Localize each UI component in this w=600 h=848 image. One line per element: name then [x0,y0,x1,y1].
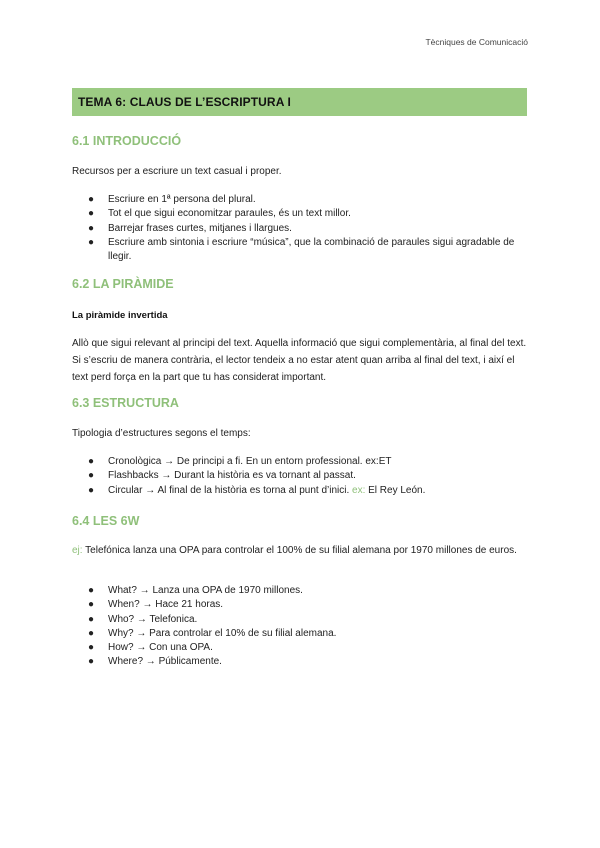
intro-bullet-list [88,193,518,264]
list-item: ● Barrejar frases curtes, mitjanes i llargues. [88,222,518,236]
list-item: ● How? → Con una OPA. [88,641,518,655]
bullet-icon: ● [88,208,95,220]
estructura-intro: Tipologia d’estructures segons el temps: [72,428,251,439]
6w-example-paragraph: ej: Telefónica lanza una OPA para controlar el 100% de su filial alemana por 1970 millones de euros. [72,545,517,556]
list-item: ● Cronològica → De principi a fi. En un entorn professional. ex:ET [88,455,518,469]
section-heading-6w: 6.4 LES 6W [72,514,140,528]
intro-paragraph: Recursos per a escriure un text casual i proper. [72,166,282,177]
bullet-icon: ● [88,484,95,496]
estructura-bullet-list [88,455,518,498]
piramide-paragraph: Allò que sigui relevant al principi del text. Aquella informació que sigui complementària, al final del text. Si s’escriu de manera contrària, el lector tendeix a no estar atent quan arriba al final del text, i així el text perd força en la part que tu has considerat important. [72,338,527,383]
list-item: ● Who? → Telefonica. [88,613,518,627]
list-item: ● Escriure amb sintonia i escriure “música”, que la combinació de paraules sigui agradable de llegir. [88,236,515,263]
list-item: ● Why? → Para controlar el 10% de su filial alemana. [88,627,518,641]
section-heading-introduccio: 6.1 INTRODUCCIÓ [72,134,182,148]
list-item: ● When? → Hace 21 horas. [88,598,518,612]
bullet-icon: ● [88,194,95,205]
list-item: ● Tot el que sigui economitzar paraules, és un text millor. [88,207,518,221]
bullet-icon: ● [88,456,95,467]
6w-bullet-list [88,584,518,670]
bullet-icon: ● [88,585,95,596]
list-item: ● Flashbacks → Durant la història es va tornant al passat. [88,469,518,483]
bullet-icon: ● [88,656,95,668]
chapter-title: TEMA 6: CLAUS DE L’ESCRIPTURA I [78,95,291,109]
running-header: Tècniques de Comunicació [425,37,528,47]
bullet-icon: ● [88,642,95,654]
bullet-icon: ● [88,222,95,234]
list-item: ● Escriure en 1ª persona del plural. [88,193,518,207]
bullet-icon: ● [88,470,95,482]
bullet-icon: ● [88,599,95,611]
list-item: ● Circular → Al final de la història es torna al punt d’inici. ex: El Rey León. [88,484,518,498]
bullet-icon: ● [88,627,95,639]
chapter-title-bar [72,88,527,116]
example-tag: ej: [72,545,83,556]
list-item: ● What? → Lanza una OPA de 1970 millones. [88,584,518,598]
list-item: ● Where? → Públicamente. [88,655,518,669]
section-heading-estructura: 6.3 ESTRUCTURA [72,396,179,410]
bullet-icon: ● [88,613,95,625]
subheading-piramide-invertida: La piràmide invertida [72,310,168,321]
example-tag: ex: [352,484,366,496]
section-heading-piramide: 6.2 LA PIRÀMIDE [72,277,174,291]
bullet-icon: ● [88,236,95,248]
